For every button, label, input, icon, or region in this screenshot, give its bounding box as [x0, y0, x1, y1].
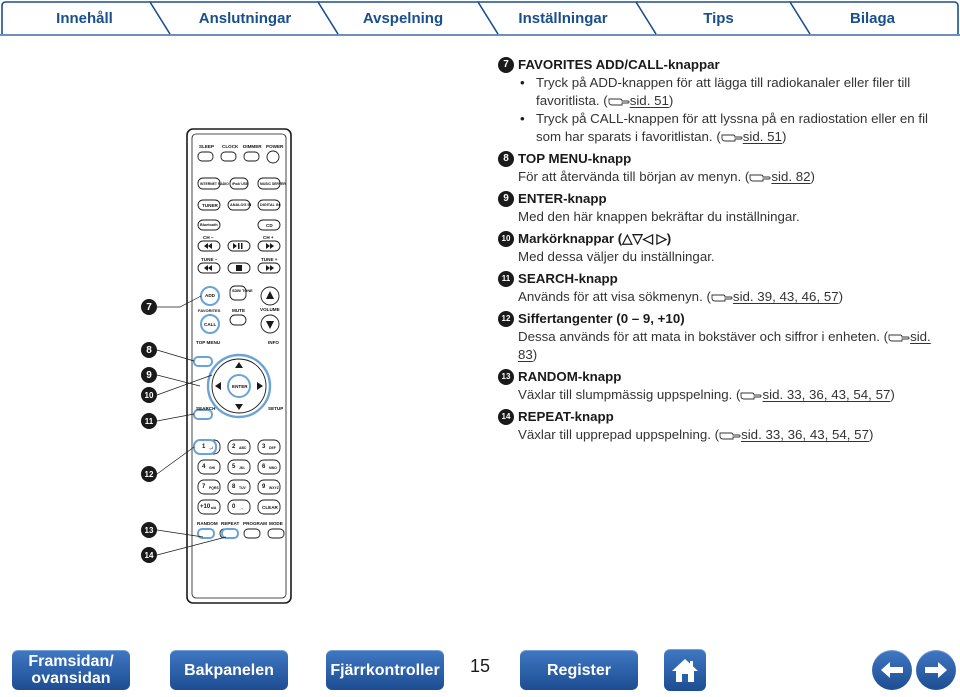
remote-label-bluetooth: Bluetooth: [200, 223, 218, 227]
rear-panel-button[interactable]: Bakpanelen: [170, 650, 288, 690]
home-icon: [670, 656, 700, 684]
remote-label-top-menu: TOP MENU: [196, 340, 221, 345]
page-number: 15: [470, 656, 491, 676]
page-reference[interactable]: ( sid. 51): [603, 93, 674, 108]
item-description: För att återvända till början av menyn.: [518, 169, 742, 184]
item-number: 9: [498, 191, 514, 207]
page-reference[interactable]: ( sid. 82): [744, 169, 815, 184]
item-repeat: [498, 408, 938, 444]
remote-label-music-server: MUSIC SERVER: [260, 182, 286, 186]
remote-label-mode: MODE: [269, 521, 283, 526]
callout-11: 11: [141, 413, 157, 429]
item-description: Med den här knappen bekräftar du inställningar.: [518, 209, 800, 224]
item-title: SEARCH-knapp: [518, 271, 618, 286]
page-reference[interactable]: ( sid. 33, 36, 43, 54, 57): [736, 387, 895, 402]
remote-control-illustration: [140, 125, 340, 605]
keypad-key-9-sub: WXYZ: [269, 486, 279, 490]
tab-appendix[interactable]: Bilaga: [849, 9, 895, 27]
remote-label-search: SEARCH: [196, 406, 216, 411]
pointing-hand-icon: [740, 388, 762, 400]
item-number-keys: [498, 310, 938, 364]
remote-label-clock: CLOCK: [222, 144, 239, 149]
item-description: Används för att visa sökmenyn.: [518, 289, 703, 304]
arrow-left-icon: [879, 660, 905, 680]
item-favorites: [498, 56, 938, 146]
item-description: Med dessa väljer du inställningar.: [518, 249, 715, 264]
bullet: • Tryck på ADD-knappen för att lägga till radiokanaler eller filer till favoritlista. ( sid. 51): [518, 74, 938, 110]
keypad-key-6-sub: MNO: [269, 466, 277, 470]
remote-label-info: INFO: [268, 340, 279, 345]
home-button[interactable]: [664, 649, 706, 691]
keypad-key-0: 0: [232, 504, 236, 510]
tab-settings[interactable]: Inställningar: [518, 9, 608, 27]
keypad-key-4-sub: GHI: [209, 466, 216, 470]
tab-connections[interactable]: Anslutningar: [198, 9, 292, 27]
callout-13: 13: [141, 522, 157, 538]
pointing-hand-icon: [711, 290, 733, 302]
item-number: 10: [498, 231, 514, 247]
page-reference[interactable]: ( sid. 33, 36, 43, 54, 57): [714, 427, 874, 442]
item-number: 12: [498, 311, 514, 327]
keypad-key-8-sub: TUV: [239, 486, 246, 490]
arrow-right-icon: [923, 660, 949, 680]
item-title: Siffertangenter (0 – 9, +10): [518, 311, 685, 326]
remote-label-internet-radio: INTERNET RADIO: [200, 182, 229, 186]
remote-label-repeat: REPEAT: [221, 521, 240, 526]
item-top-menu: [498, 150, 938, 186]
keypad-key-4: 4: [202, 464, 206, 470]
item-number: 14: [498, 409, 514, 425]
pointing-hand-icon: [749, 170, 771, 182]
item-title: TOP MENU-knapp: [518, 151, 632, 166]
callout-9: 9: [141, 367, 157, 383]
callout-8: 8: [141, 342, 157, 358]
remote-label-favorites: FAVORITES: [198, 308, 221, 313]
keypad-key-plus10-sub: a/A: [211, 506, 217, 510]
remote-label-tune-plus: TUNE +: [261, 257, 278, 262]
remote-label-enter: ENTER: [232, 384, 248, 389]
remote-label-setup: SETUP: [268, 406, 284, 411]
remote-label-program: PROGRAM: [243, 521, 267, 526]
remote-label-volume: VOLUME: [260, 307, 280, 312]
remote-label-ch-minus: CH −: [203, 235, 214, 240]
top-tab-bar: [0, 0, 960, 38]
remote-label-tune-minus: TUNE −: [201, 257, 218, 262]
page-reference[interactable]: ( sid. 39, 43, 46, 57): [706, 289, 844, 304]
remote-label-analog-in: ANALOG IN: [230, 203, 252, 207]
item-description: Dessa används för att mata in bokstäver och siffror i enheten.: [518, 329, 880, 344]
callout-12: 12: [141, 466, 157, 482]
remote-control-button[interactable]: Fjärrkontroller: [326, 650, 444, 690]
pointing-hand-icon: [608, 94, 630, 106]
remote-label-sleep: SLEEP: [199, 144, 215, 149]
item-random: [498, 368, 938, 404]
keypad-key-7: 7: [202, 484, 206, 490]
keypad-key-6: 6: [262, 464, 266, 470]
page-reference[interactable]: ( sid. 83): [518, 329, 931, 362]
keypad-key-7-sub: PQRS: [209, 486, 219, 490]
front-panel-button[interactable]: Framsidan/ ovansidan: [12, 650, 130, 690]
item-title: ENTER-knapp: [518, 191, 607, 206]
keypad-key-plus10: +10: [200, 504, 211, 510]
keypad-key-5: 5: [232, 464, 236, 470]
keypad-key-3: 3: [262, 444, 266, 450]
keypad-key-9: 9: [262, 484, 266, 490]
item-number: 11: [498, 271, 514, 287]
remote-body: [140, 125, 340, 605]
item-title: REPEAT-knapp: [518, 409, 614, 424]
item-cursor-buttons: [498, 230, 938, 266]
item-number: 8: [498, 151, 514, 167]
keypad-key-0-sub: _.,: [239, 506, 243, 510]
remote-label-power: POWER: [266, 144, 284, 149]
button-descriptions: [498, 56, 938, 444]
remote-label-dimmer: DIMMER: [243, 144, 262, 149]
tab-tips[interactable]: Tips: [703, 9, 734, 27]
keypad-key-1: 1: [202, 444, 206, 450]
tab-playback[interactable]: Avspelning: [362, 9, 444, 27]
item-title: RANDOM-knapp: [518, 369, 622, 384]
item-number: 7: [498, 57, 514, 73]
item-title: Markörknappar (△▽◁ ▷): [518, 231, 672, 246]
index-button[interactable]: Register: [520, 650, 638, 690]
keypad-key-3-sub: DEF: [269, 446, 276, 450]
item-enter: [498, 190, 938, 226]
remote-label-ch-plus: CH +: [263, 235, 274, 240]
remote-label-cd: CD: [266, 223, 273, 228]
tab-contents[interactable]: Innehåll: [56, 9, 113, 27]
keypad-key-2: 2: [232, 444, 236, 450]
remote-label-clear: CLEAR: [262, 505, 278, 510]
remote-label-random: RANDOM: [197, 521, 218, 526]
item-search: [498, 270, 938, 306]
remote-label-add: ADD: [205, 293, 215, 298]
keypad-key-1-sub: .,-/: [209, 446, 213, 450]
remote-label-digital-in: DIGITAL IN: [260, 203, 280, 207]
callout-14: 14: [141, 547, 157, 563]
remote-label-call: CALL: [204, 322, 217, 327]
item-description: Växlar till upprepad uppspelning.: [518, 427, 711, 442]
keypad-key-5-sub: JKL: [239, 466, 246, 470]
page-reference[interactable]: ( sid. 51): [716, 129, 787, 144]
remote-label-sdb-tone: SDB/ TONE: [232, 289, 253, 293]
callout-10: 10: [141, 387, 157, 403]
keypad-key-2-sub: ABC: [239, 446, 247, 450]
bullet: • Tryck på CALL-knappen för att lyssna på en radiostation eller en fil som har sparats i favoritlistan. ( sid. 51): [518, 110, 938, 146]
remote-label-tuner: TUNER: [202, 203, 218, 208]
remote-label-mute: MUTE: [232, 308, 246, 313]
item-description: Växlar till slumpmässig uppspelning.: [518, 387, 733, 402]
pointing-hand-icon: [888, 330, 910, 342]
back-button[interactable]: [872, 650, 912, 690]
item-number: 13: [498, 369, 514, 385]
pointing-hand-icon: [719, 428, 741, 440]
callout-7: 7: [141, 299, 157, 315]
forward-button[interactable]: [916, 650, 956, 690]
item-title: FAVORITES ADD/CALL-knappar: [518, 57, 720, 72]
remote-label-ipod-usb: iPod/ USB: [232, 182, 249, 186]
pointing-hand-icon: [721, 130, 743, 142]
keypad-key-8: 8: [232, 484, 236, 490]
